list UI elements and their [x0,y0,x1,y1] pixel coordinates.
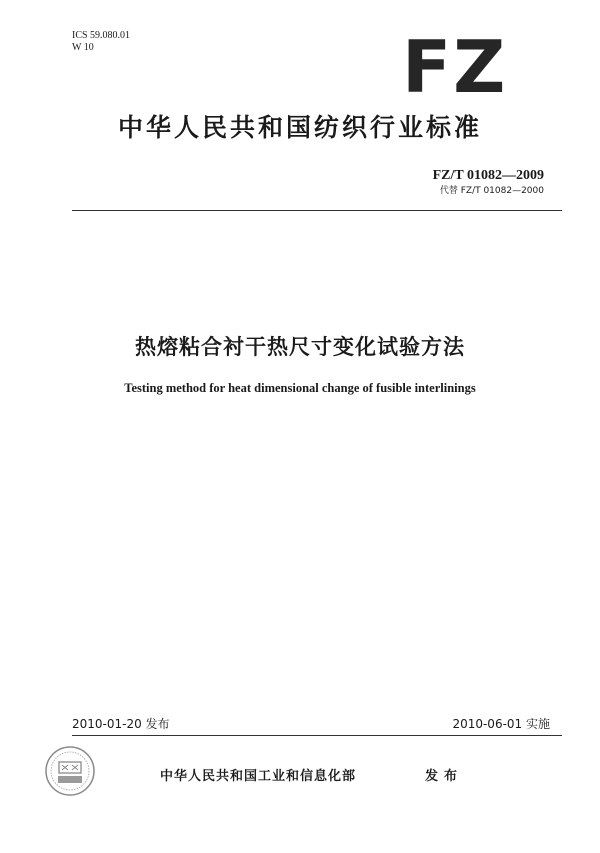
issue-label: 发布 [425,769,464,784]
publish-date: 2010-01-20 发布 [72,717,170,731]
issuing-authority: 中华人民共和国工业和信息化部 [160,769,357,784]
classification-codes [72,30,130,54]
ics-code: ICS 59.080.01 [72,30,131,41]
implement-date: 2010-06-01 实施 [452,717,550,731]
fz-logo: FZ [402,25,508,109]
document-title-en: Testing method for heat dimensional change of fusible interlinings [124,381,476,395]
bottom-divider [72,735,562,736]
replaces-standard: 代替 FZ/T 01082—2000 [439,186,544,196]
top-divider [72,210,562,211]
anti-counterfeit-seal-icon [44,745,96,797]
ccs-code: W 10 [72,42,94,53]
document-title-cn: 热熔粘合衬干热尺寸变化试验方法 [135,335,465,359]
standard-number: FZ/T 01082—2009 [432,168,544,183]
standard-title: 中华人民共和国纺织行业标准 [117,113,482,142]
